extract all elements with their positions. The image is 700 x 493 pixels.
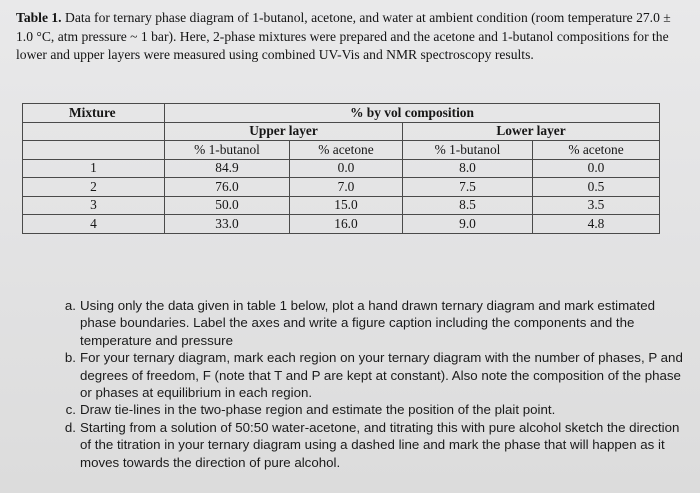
- question-marker: b.: [64, 350, 76, 366]
- upper-butanol-value: 33.0: [165, 215, 290, 234]
- blank-cell: [23, 141, 165, 160]
- mixture-number: 1: [23, 159, 165, 178]
- question-marker: d.: [64, 419, 76, 435]
- question-text: For your ternary diagram, mark each region on your ternary diagram with the number of phases, P and degrees of freedom, F (note that T and P are kept at constant). Also note the composition of the phase or phases at equilibrium in each region.: [80, 350, 683, 401]
- mixture-number: 4: [23, 215, 165, 234]
- lower-acetone-value: 3.5: [533, 196, 660, 215]
- lower-acetone-value: 0.0: [533, 159, 660, 178]
- blank-cell: [23, 122, 165, 141]
- mixture-header: Mixture: [23, 104, 165, 123]
- lower-butanol-value: 8.0: [403, 159, 533, 178]
- header-row-3: [23, 141, 660, 160]
- table-caption: [16, 9, 686, 65]
- header-row-2: [23, 122, 660, 141]
- list-item: [50, 349, 690, 401]
- composition-header: % by vol composition: [165, 104, 660, 123]
- list-item: [50, 297, 690, 349]
- lower-acetone-value: 4.8: [533, 215, 660, 234]
- col-upper-butanol: % 1-butanol: [165, 141, 290, 160]
- upper-butanol-value: 50.0: [165, 196, 290, 215]
- question-text: Starting from a solution of 50:50 water-acetone, and titrating this with pure alcohol sketch the direction of the titration in your ternary diagram using a dashed line and mark the phase that will happen as it moves towards the direction of pure alcohol.: [80, 419, 680, 470]
- col-lower-butanol: % 1-butanol: [403, 141, 533, 160]
- question-list: [50, 297, 690, 471]
- col-lower-acetone: % acetone: [533, 141, 660, 160]
- upper-acetone-value: 15.0: [290, 196, 403, 215]
- caption-label: Table 1.: [16, 10, 62, 25]
- lower-butanol-value: 9.0: [403, 215, 533, 234]
- upper-layer-header: Upper layer: [165, 122, 403, 141]
- col-upper-acetone: % acetone: [290, 141, 403, 160]
- question-text: Using only the data given in table 1 below, plot a hand drawn ternary diagram and mark estimated phase boundaries. Label the axes and write a figure caption including the components and the temperature and pressure: [80, 298, 656, 348]
- question-marker: c.: [65, 402, 76, 418]
- table-row: [23, 196, 660, 215]
- upper-acetone-value: 16.0: [290, 215, 403, 234]
- upper-acetone-value: 0.0: [290, 159, 403, 178]
- question-text: Draw tie-lines in the two-phase region and estimate the position of the plait point.: [80, 402, 556, 418]
- caption-text: Data for ternary phase diagram of 1-butanol, acetone, and water at ambient condition (room temperature 27.0 ± 1.0 °C, atm pressure ~ 1 bar). Here, 2-phase mixtures were prepared and the acetone and 1-butanol compositions for the lower and upper layers were measured using combined UV-Vis and NMR spectroscopy results.: [16, 10, 671, 63]
- table-row: [23, 178, 660, 197]
- list-item: [50, 419, 690, 471]
- upper-butanol-value: 84.9: [165, 159, 290, 178]
- header-row-1: [23, 104, 660, 123]
- list-item: [50, 401, 690, 418]
- upper-butanol-value: 76.0: [165, 178, 290, 197]
- data-table: [22, 103, 660, 234]
- table-row: [23, 215, 660, 234]
- lower-acetone-value: 0.5: [533, 178, 660, 197]
- mixture-number: 3: [23, 196, 165, 215]
- lower-butanol-value: 7.5: [403, 178, 533, 197]
- lower-butanol-value: 8.5: [403, 196, 533, 215]
- lower-layer-header: Lower layer: [403, 122, 660, 141]
- mixture-number: 2: [23, 178, 165, 197]
- question-marker: a.: [64, 298, 76, 313]
- table-row: [23, 159, 660, 178]
- upper-acetone-value: 7.0: [290, 178, 403, 197]
